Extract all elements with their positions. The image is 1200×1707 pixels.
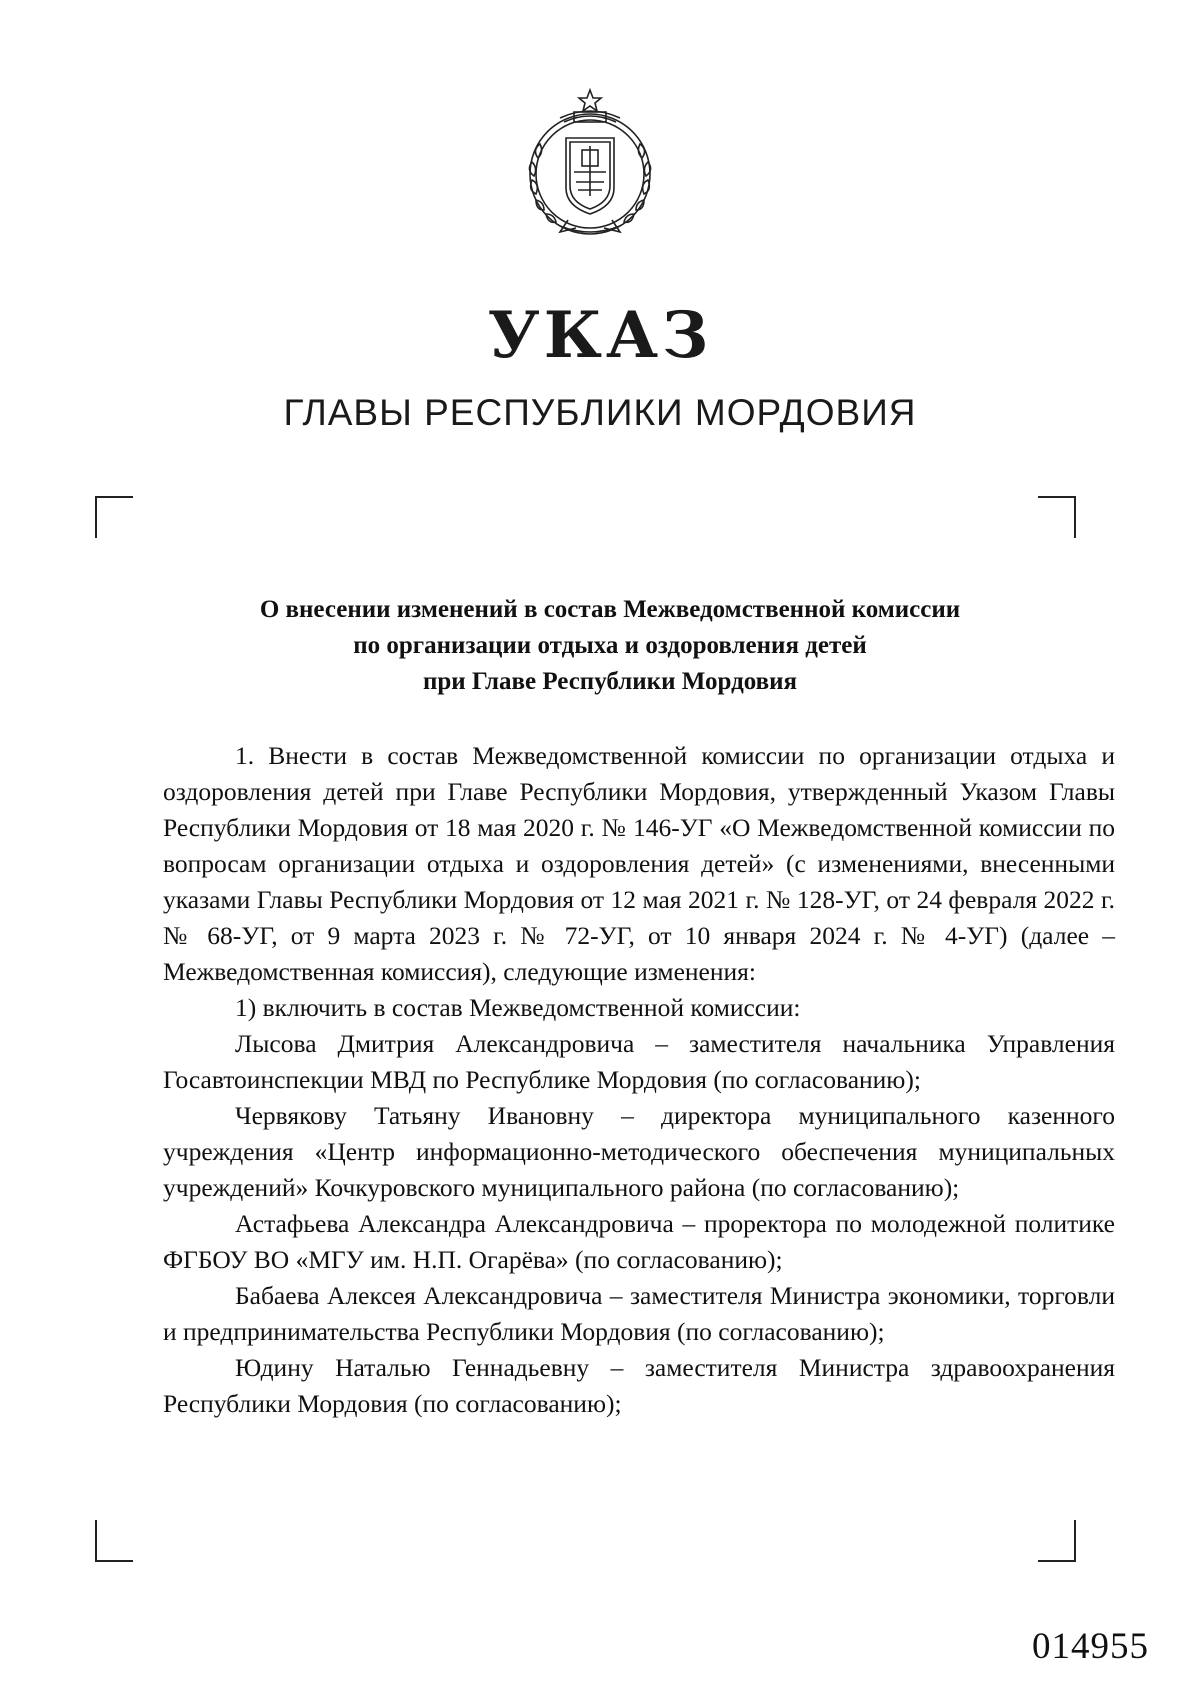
coat-of-arms-icon <box>520 88 660 240</box>
document-subtitle: ГЛАВЫ РЕСПУБЛИКИ МОРДОВИЯ <box>283 392 917 433</box>
heading-line: при Главе Республики Мордовия <box>422 668 798 695</box>
heading-line: по организации отдыха и оздоровления детей <box>353 632 867 659</box>
corner-mark-bottom-right <box>1038 1520 1076 1562</box>
paragraph-subitem-1: 1) включить в состав Межведомственной комиссии: <box>235 993 801 1022</box>
paragraph-member-astafyev: Астафьева Александра Александровича – проректора по молодежной политике ФГБОУ ВО «МГУ им. Н.П. Огарёва» (по согласованию); <box>163 1209 1115 1274</box>
paragraph-member-lysov: Лысова Дмитрия Александровича – заместителя начальника Управления Госавтоинспекции МВД по Республике Мордовия (по согласованию); <box>163 1029 1115 1094</box>
serial-number: 014955 <box>1032 1626 1149 1667</box>
heading-line: О внесении изменений в состав Межведомственной комиссии <box>259 596 961 623</box>
paragraph-item-1: 1. Внести в состав Межведомственной комиссии по организации отдыха и оздоровления детей при Главе Республики Мордовия, утвержденный Указом Главы Республики Мордовия от 18 мая 2020 г. № 146-УГ «О Межведомственной комиссии по вопросам организации отдыха и оздоровления детей» (с изменениями, внесенными указами Главы Республики Мордовия от 12 мая 2021 г. № 128-УГ, от 24 февраля 2022 г. № 68-УГ, от 9 марта 2023 г. № 72-УГ, от 10 января 2024 г. № 4-УГ) (далее – Межведомственная комиссия), следующие изменения: <box>163 741 1115 986</box>
paragraph-member-chervyakova: Червякову Татьяну Ивановну – директора муниципального казенного учреждения «Центр информационно-методического обеспечения муниципальных учреждений» Кочкуровского муниципального района (по согласованию); <box>163 1101 1115 1202</box>
corner-mark-top-right <box>1038 496 1076 538</box>
paragraph-member-yudina: Юдину Наталью Геннадьевну – заместителя Министра здравоохранения Республики Мордовия (по согласованию); <box>163 1353 1115 1418</box>
corner-mark-top-left <box>95 496 133 538</box>
decree-body <box>163 738 1115 1422</box>
decree-heading <box>160 592 1060 700</box>
document-title: УКАЗ <box>487 298 713 373</box>
corner-mark-bottom-left <box>95 1520 133 1562</box>
paragraph-member-babaev: Бабаева Алексея Александровича – заместителя Министра экономики, торговли и предпринимательства Республики Мордовия (по согласованию); <box>163 1281 1115 1346</box>
